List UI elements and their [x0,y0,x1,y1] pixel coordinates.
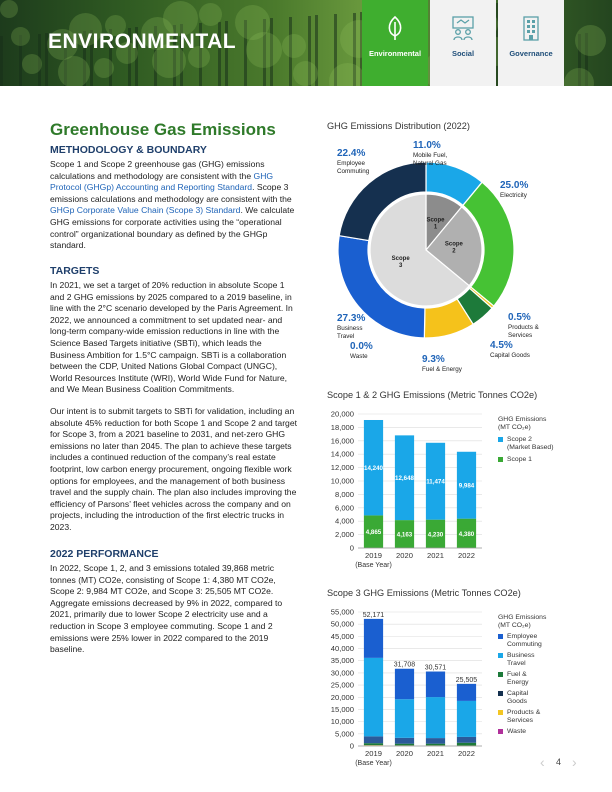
section-title: Greenhouse Gas Emissions [50,120,276,139]
prev-page-icon[interactable]: ‹ [540,754,545,770]
label-employee-commuting: 22.4% Employee Commuting [337,148,370,175]
foliage [199,3,222,26]
legend-label: Capital Goods [507,690,529,705]
x-tick-label: 2022 [458,749,475,758]
y-tick-label: 0 [349,543,354,553]
total-label: 25,505 [455,676,478,684]
x-tick-label: 2021 [427,551,444,560]
y-tick-label: 12,000 [330,463,354,473]
x-tick-label: 2022 [458,551,475,560]
legend-swatch [498,710,503,715]
bar-employee-commuting-2022 [457,684,476,701]
legend-label: Products & Services [507,709,541,724]
foliage [58,56,90,86]
ghgp-standard-link[interactable]: GHG Protocol (GHGp) Accounting and Reporting Standard [50,170,274,193]
y-tick-label: 4,000 [334,516,354,526]
total-label: 30,571 [424,664,447,672]
x-tick-label: 2020 [396,749,413,758]
y-tick-label: 5,000 [334,729,354,739]
y-tick-label: 15,000 [330,704,354,714]
tab-environmental[interactable] [362,0,428,86]
tab-social[interactable] [430,0,496,86]
legend-label: Fuel & Energy [507,671,529,686]
y-tick-label: 10,000 [330,476,354,486]
bar-employee-commuting-2021 [426,672,445,698]
label-products-services: 0.5% Products & Services [508,312,539,339]
tab-environmental-label: Environmental [368,49,422,58]
leaf-icon [381,14,409,42]
data-label: 4,163 [396,531,413,539]
data-label: 9,984 [458,482,475,490]
scope12-chart-title: Scope 1 & 2 GHG Emissions (Metric Tonnes CO2e) [327,390,538,400]
legend-swatch [498,672,503,677]
foliage [282,34,306,58]
performance-paragraph: In 2022, Scope 1, 2, and 3 emissions totaled 39,868 metric tonnes (MT) CO2e, consisting of Scope 1: 4,380 MT CO2e, Scope 2: 9,984 MT CO2e, and Scope 3: 25,505 MT CO2e. Aggregate emissions decreased by 9% in 2022, compared to 2021, primarily due to lower Scope 2 electricity use and a reduction in Scope 3 employee commuting. Scope 1 and 2 emissions were 25% lower in 2022 compared to the 2019 baseline. [50,563,283,655]
tab-governance[interactable] [498,0,564,86]
methodology-text-2: . Scope 3 emissions calculations and methodology are consistent with the [50,182,292,204]
bar-business-travel-2021 [426,697,445,738]
y-tick-label: 10,000 [330,717,354,727]
legend-swatch [498,457,503,462]
base-year-note: (Base Year) [355,562,392,569]
bar-business-travel-2019 [364,658,383,737]
bar-capital-goods-2021 [426,744,445,746]
data-label: 4,380 [458,530,475,538]
ghgp-scope3-link[interactable]: GHGp Corporate Value Chain (Scope 3) Standard [50,205,241,216]
bar-capital-goods-2020 [395,744,414,746]
page-number: 4 [556,757,562,767]
total-label: 31,708 [393,661,416,669]
y-tick-label: 2,000 [334,530,354,540]
bar-fuel-energy-2021 [426,738,445,744]
targets-paragraph-2: Our intent is to submit targets to SBTi for validation, including an absolute 45% reduction for both Scope 1 and Scope 2 and target for Scope 3, from a 2021 baseline to 2031, and net-zero GHG emissions no later than 2045. The plan to achieve these targets includes a continued reduction of the company’s real estate footprint, low carbon energy procurement, ongoing flexible work options for employees, and the management of both business travel and the supply chain. The plan also includes improving the efficiency of Parsons’ fleet vehicles across the company and on projects, including the introduction of the first electric trucks in 2023. [50,406,298,532]
legend-swatch [498,437,503,442]
tab-social-label: Social [451,49,475,58]
foliage [564,68,594,86]
tree-trunk [0,36,3,86]
header-banner [0,0,612,86]
inner-ring-label: Scope 1 [426,217,445,231]
x-tick-label: 2019 [365,749,382,758]
next-page-icon[interactable]: › [572,754,577,770]
bar-business-travel-2020 [395,699,414,738]
y-tick-label: 0 [349,741,354,751]
performance-heading: 2022 PERFORMANCE [50,548,159,560]
foliage [94,58,114,78]
data-label: 11,474 [426,478,445,486]
bar-capital-goods-2022 [457,743,476,746]
label-fuel-energy: 9.3% Fuel & Energy [422,354,462,373]
y-tick-label: 50,000 [330,619,354,629]
legend-swatch [498,729,503,734]
x-tick-label: 2019 [365,551,382,560]
page-title: ENVIRONMENTAL [48,30,237,53]
legend-label: Business Travel [507,652,535,667]
inner-ring-label: Scope 2 [444,241,463,255]
label-electricity: 25.0% Electricity [500,180,529,199]
y-tick-label: 20,000 [330,409,354,419]
tab-governance-label: Governance [509,49,553,58]
y-tick-label: 45,000 [330,631,354,641]
donut-chart-title: GHG Emissions Distribution (2022) [327,121,470,131]
label-business-travel: 27.3% Business Travel [337,313,366,340]
scope3-legend-title: GHG Emissions (MT CO₂e) [498,614,547,629]
data-label: 4,230 [427,531,444,539]
legend-label: Scope 1 [507,456,532,463]
legend-swatch [498,653,503,658]
data-label: 4,865 [365,529,382,537]
methodology-text-3: . We calculate GHG emissions for corporate activities using the “operational control” organizational boundary as defined by the GHGp standard. [50,205,295,251]
people-icon [449,14,477,42]
y-tick-label: 55,000 [330,607,354,617]
building-icon [517,14,545,42]
methodology-paragraph [50,159,298,252]
y-tick-label: 40,000 [330,644,354,654]
legend-label: Scope 2 (Market Based) [507,436,554,451]
legend-label: Waste [507,728,527,735]
bar-capital-goods-2019 [364,743,383,745]
y-tick-label: 18,000 [330,422,354,432]
foliage [293,61,318,86]
legend-label: Employee Commuting [507,633,542,648]
scope3-chart-title: Scope 3 GHG Emissions (Metric Tonnes CO2e) [327,588,521,598]
y-tick-label: 14,000 [330,449,354,459]
methodology-text-1: Scope 1 and Scope 2 greenhouse gas (GHG) emissions calculations and methodology are consistent with the [50,159,265,181]
bar-business-travel-2022 [457,701,476,737]
bar-fuel-energy-2019 [364,736,383,743]
total-label: 52,171 [362,611,385,619]
foliage [11,27,30,46]
bar-fuel-energy-2022 [457,737,476,743]
foliage [22,54,42,74]
scope12-legend-title: GHG Emissions (MT CO₂e) [498,416,547,431]
base-year-note: (Base Year) [355,760,392,767]
targets-heading: TARGETS [50,265,100,277]
data-label: 14,240 [364,465,383,473]
foliage [0,0,18,18]
data-label: 12,648 [395,475,414,483]
foliage [575,25,606,56]
y-tick-label: 20,000 [330,692,354,702]
y-tick-label: 35,000 [330,656,354,666]
legend-swatch [498,634,503,639]
label-mobile-fuel: 11.0% Mobile Fuel, Natural Gas [413,140,448,167]
targets-paragraph-1: In 2021, we set a target of 20% reduction in absolute Scope 1 and 2 GHG emissions by 2025 compared to a 2019 baseline, in line with the 2°C scenario developed by the Paris Agreement. In 2022, we announced a commitment to set updated near- and long-term company-wide emission reductions in line with the Science Based Targets initiative (SBTi), which leads the Business Ambition for 1.5°C campaign. SBTi is a collaboration between the CDP, United Nations Global Compact (UNGC), World Resources Institute (WRI), World Wide Fund for Nature, and We Mean Business Coalition Commitments. [50,280,293,395]
label-waste: 0.0% Waste [350,341,373,360]
y-tick-label: 6,000 [334,503,354,513]
bar-employee-commuting-2020 [395,669,414,699]
inner-ring-label: Scope 3 [391,255,410,269]
x-tick-label: 2020 [396,551,413,560]
scope12-bar-chart [318,406,488,576]
scope3-bar-chart [318,604,488,774]
foliage [246,32,282,68]
y-tick-label: 30,000 [330,668,354,678]
bar-employee-commuting-2019 [364,619,383,658]
methodology-heading: METHODOLOGY & BOUNDARY [50,144,207,156]
bar-fuel-energy-2020 [395,738,414,744]
label-capital-goods: 4.5% Capital Goods [490,340,530,359]
legend-swatch [498,691,503,696]
y-tick-label: 8,000 [334,489,354,499]
x-tick-label: 2021 [427,749,444,758]
y-tick-label: 25,000 [330,680,354,690]
y-tick-label: 16,000 [330,436,354,446]
